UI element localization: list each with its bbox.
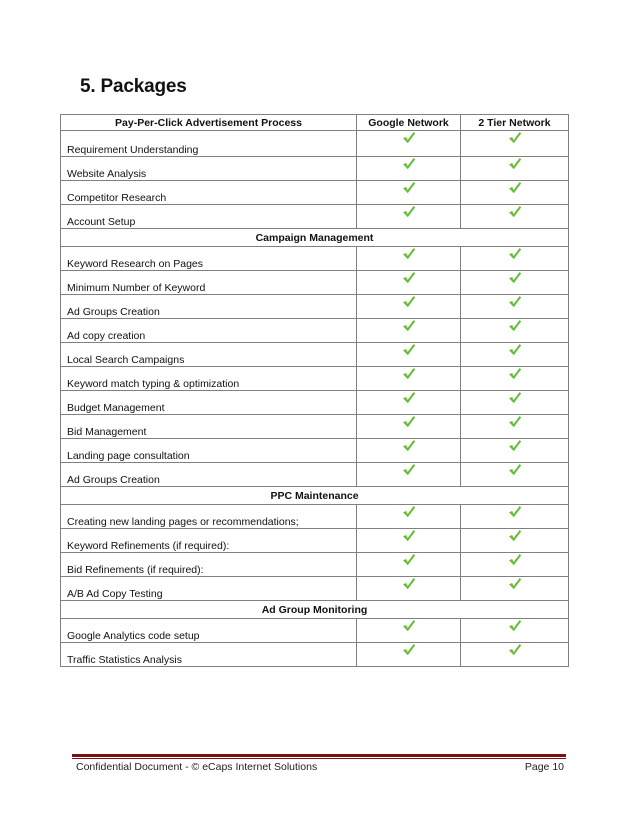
checkmark-icon — [508, 577, 522, 590]
checkmark-icon — [402, 463, 416, 476]
checkmark-icon — [402, 181, 416, 194]
google-network-cell — [357, 619, 461, 643]
feature-label: Website Analysis — [61, 157, 357, 181]
table-row — [61, 439, 569, 463]
table-row — [61, 131, 569, 157]
tier-network-cell — [461, 577, 569, 601]
checkmark-icon — [508, 157, 522, 170]
tier-network-cell — [461, 181, 569, 205]
table-row — [61, 181, 569, 205]
table-row — [61, 463, 569, 487]
tier-network-cell — [461, 463, 569, 487]
feature-label: Budget Management — [61, 391, 357, 415]
tier-network-cell — [461, 319, 569, 343]
packages-table — [60, 114, 569, 667]
checkmark-icon — [508, 181, 522, 194]
checkmark-icon — [402, 529, 416, 542]
feature-label: Keyword Refinements (if required): — [61, 529, 357, 553]
checkmark-icon — [508, 619, 522, 632]
table-row — [61, 391, 569, 415]
checkmark-icon — [508, 643, 522, 656]
table-row — [61, 295, 569, 319]
tier-network-cell — [461, 553, 569, 577]
footer-page-number: Page 10 — [524, 761, 564, 773]
google-network-cell — [357, 131, 461, 157]
table-row — [61, 319, 569, 343]
tier-network-cell — [461, 271, 569, 295]
tier-network-cell — [461, 247, 569, 271]
google-network-cell — [357, 271, 461, 295]
checkmark-icon — [508, 205, 522, 218]
header-google-network: Google Network — [357, 115, 461, 131]
table-row — [61, 643, 569, 667]
table-row — [61, 205, 569, 229]
google-network-cell — [357, 439, 461, 463]
table-row — [61, 247, 569, 271]
checkmark-icon — [402, 367, 416, 380]
tier-network-cell — [461, 367, 569, 391]
checkmark-icon — [402, 131, 416, 144]
google-network-cell — [357, 505, 461, 529]
feature-label: Ad Groups Creation — [61, 295, 357, 319]
checkmark-icon — [402, 205, 416, 218]
table-row — [61, 619, 569, 643]
table-body — [61, 131, 569, 667]
header-process: Pay-Per-Click Advertisement Process — [61, 115, 357, 131]
table-row — [61, 577, 569, 601]
checkmark-icon — [508, 529, 522, 542]
tier-network-cell — [461, 391, 569, 415]
section-heading: PPC Maintenance — [61, 487, 569, 505]
footer-rule-thin — [72, 758, 566, 759]
feature-label: Minimum Number of Keyword — [61, 271, 357, 295]
table-row — [61, 415, 569, 439]
tier-network-cell — [461, 205, 569, 229]
section-row — [61, 601, 569, 619]
checkmark-icon — [402, 319, 416, 332]
google-network-cell — [357, 415, 461, 439]
checkmark-icon — [402, 553, 416, 566]
checkmark-icon — [508, 367, 522, 380]
checkmark-icon — [402, 295, 416, 308]
feature-label: Google Analytics code setup — [61, 619, 357, 643]
tier-network-cell — [461, 157, 569, 181]
checkmark-icon — [508, 553, 522, 566]
tier-network-cell — [461, 529, 569, 553]
feature-label: Ad Groups Creation — [61, 463, 357, 487]
checkmark-icon — [508, 247, 522, 260]
section-heading: Campaign Management — [61, 229, 569, 247]
google-network-cell — [357, 577, 461, 601]
tier-network-cell — [461, 415, 569, 439]
section-row — [61, 487, 569, 505]
feature-label: Local Search Campaigns — [61, 343, 357, 367]
feature-label: Traffic Statistics Analysis — [61, 643, 357, 667]
feature-label: Creating new landing pages or recommendations; — [61, 505, 357, 529]
feature-label: Account Setup — [61, 205, 357, 229]
section-heading: Ad Group Monitoring — [61, 601, 569, 619]
feature-label: Bid Refinements (if required): — [61, 553, 357, 577]
section-row — [61, 229, 569, 247]
table-row — [61, 271, 569, 295]
table-row — [61, 553, 569, 577]
checkmark-icon — [402, 271, 416, 284]
footer-rule — [72, 754, 566, 757]
google-network-cell — [357, 319, 461, 343]
table-row — [61, 505, 569, 529]
google-network-cell — [357, 205, 461, 229]
google-network-cell — [357, 529, 461, 553]
checkmark-icon — [508, 463, 522, 476]
checkmark-icon — [508, 415, 522, 428]
checkmark-icon — [508, 343, 522, 356]
google-network-cell — [357, 463, 461, 487]
google-network-cell — [357, 247, 461, 271]
table-header-row — [61, 115, 569, 131]
checkmark-icon — [402, 505, 416, 518]
feature-label: Keyword Research on Pages — [61, 247, 357, 271]
footer-confidential: Confidential Document - © eCaps Internet Solutions — [76, 761, 318, 773]
checkmark-icon — [402, 643, 416, 656]
tier-network-cell — [461, 343, 569, 367]
google-network-cell — [357, 343, 461, 367]
google-network-cell — [357, 295, 461, 319]
checkmark-icon — [402, 157, 416, 170]
tier-network-cell — [461, 295, 569, 319]
feature-label: Ad copy creation — [61, 319, 357, 343]
checkmark-icon — [508, 439, 522, 452]
google-network-cell — [357, 643, 461, 667]
page-title: 5. Packages — [80, 76, 187, 97]
checkmark-icon — [402, 415, 416, 428]
tier-network-cell — [461, 619, 569, 643]
checkmark-icon — [508, 391, 522, 404]
feature-label: Bid Management — [61, 415, 357, 439]
tier-network-cell — [461, 643, 569, 667]
tier-network-cell — [461, 439, 569, 463]
google-network-cell — [357, 553, 461, 577]
feature-label: Keyword match typing & optimization — [61, 367, 357, 391]
table-row — [61, 343, 569, 367]
checkmark-icon — [508, 319, 522, 332]
checkmark-icon — [508, 505, 522, 518]
google-network-cell — [357, 157, 461, 181]
checkmark-icon — [508, 295, 522, 308]
tier-network-cell — [461, 131, 569, 157]
table-row — [61, 367, 569, 391]
checkmark-icon — [508, 271, 522, 284]
checkmark-icon — [402, 391, 416, 404]
checkmark-icon — [402, 619, 416, 632]
table-row — [61, 157, 569, 181]
checkmark-icon — [402, 577, 416, 590]
checkmark-icon — [508, 131, 522, 144]
table-row — [61, 529, 569, 553]
checkmark-icon — [402, 439, 416, 452]
checkmark-icon — [402, 343, 416, 356]
header-2-tier-network: 2 Tier Network — [461, 115, 569, 131]
feature-label: A/B Ad Copy Testing — [61, 577, 357, 601]
tier-network-cell — [461, 505, 569, 529]
checkmark-icon — [402, 247, 416, 260]
feature-label: Requirement Understanding — [61, 131, 357, 157]
google-network-cell — [357, 367, 461, 391]
google-network-cell — [357, 181, 461, 205]
google-network-cell — [357, 391, 461, 415]
feature-label: Landing page consultation — [61, 439, 357, 463]
feature-label: Competitor Research — [61, 181, 357, 205]
